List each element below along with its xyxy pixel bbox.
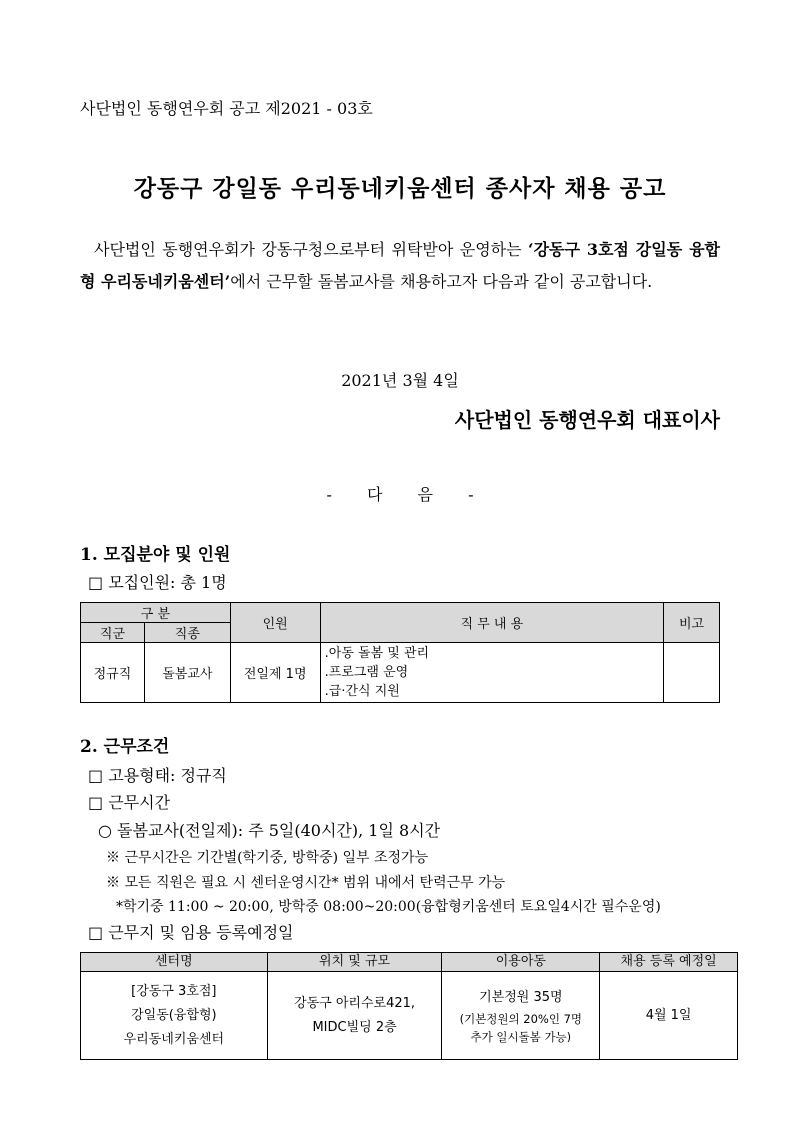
header-inwon: 인원 (230, 603, 320, 643)
note-schedule-adjust: ※ 근무시간은 기간별(학기중, 방학중) 일부 조정가능 (106, 850, 429, 866)
section1-heading: 1. 모집분야 및 인원 (80, 545, 231, 565)
header-children: 이용아동 (442, 953, 600, 972)
employment-type: □ 고용형태: 정규직 (88, 766, 227, 785)
cell-inwon: 전일제 1명 (230, 643, 320, 703)
header-gubun: 구 분 (81, 603, 231, 623)
header-jikjong: 직종 (144, 623, 230, 643)
header-duties: 직 무 내 용 (320, 603, 663, 643)
center-line: 우리동네키움센터 (123, 1031, 225, 1047)
workplace-heading: □ 근무지 및 임용 등록예정일 (88, 923, 294, 942)
center-line: 강일동(융합형) (131, 1007, 217, 1023)
intro-center-name: ‘강동구 3호점 강일동 융합형 우리동네키움센터’ (80, 240, 720, 291)
cell-children (442, 972, 600, 1060)
work-hours-heading: □ 근무시간 (88, 793, 171, 812)
intro-text-after: 에서 근무할 돌봄교사를 채용하고자 다음과 같이 공고합니다. (230, 272, 653, 291)
cell-duties (320, 643, 663, 703)
children-line: 기본정원 35명 (479, 989, 563, 1005)
header-reg-date: 채용 등록 예정일 (600, 953, 738, 972)
cell-reg-date: 4월 1일 (600, 972, 738, 1060)
children-line: 추가 일시돌봄 가능) (470, 1029, 572, 1044)
header-center: 센터명 (81, 953, 268, 972)
intro-text-before: 사단법인 동행연우회가 강동구청으로부터 위탁받아 운영하는 (94, 240, 528, 259)
duty-item: .아동 돌봄 및 관리 (324, 646, 430, 661)
note-operating-hours: *학기중 11:00 ~ 20:00, 방학중 08:00~20:00(융합형키움센터 토요일4시간 필수운영) (116, 899, 661, 915)
notice-date: 2021년 3월 4일 (341, 371, 459, 390)
cell-jikgun: 정규직 (81, 643, 145, 703)
location-line: MIDC빌딩 2층 (312, 1019, 397, 1035)
page-title: 강동구 강일동 우리동네키움센터 종사자 채용 공고 (133, 175, 667, 202)
header-bigo: 비고 (664, 603, 720, 643)
table-row (81, 972, 738, 1060)
center-line: [강동구 3호점] (131, 983, 217, 999)
cell-jikjong: 돌봄교사 (144, 643, 230, 703)
header-jikgun: 직군 (81, 623, 145, 643)
section2-heading: 2. 근무조건 (80, 737, 170, 757)
cell-center (81, 972, 268, 1060)
children-line: (기본정원의 20%인 7명 (459, 1011, 583, 1026)
note-flexible-work: ※ 모든 직원은 필요 시 센터운영시간* 범위 내에서 탄력근무 가능 (106, 875, 506, 891)
organization-signature: 사단법인 동행연우회 대표이사 (454, 408, 720, 432)
table-row (81, 643, 720, 703)
recruitment-table (80, 602, 720, 703)
header-location: 위치 및 규모 (267, 953, 442, 972)
intro-paragraph (80, 234, 720, 298)
location-line: 강동구 아리수로421, (294, 995, 416, 1011)
cell-location (267, 972, 442, 1060)
notice-number: 사단법인 동행연우회 공고 제2021 - 03호 (80, 99, 373, 118)
cell-bigo (664, 643, 720, 703)
duty-item: .프로그램 운영 (324, 665, 409, 680)
work-hours-detail: ○ 돌봄교사(전일제): 주 5일(40시간), 1일 8시간 (98, 821, 441, 840)
following-marker: - 다 음 - (326, 485, 474, 504)
duty-item: .급·간식 지원 (324, 684, 400, 699)
workplace-table (80, 952, 738, 1060)
recruit-count: □ 모집인원: 총 1명 (88, 573, 227, 592)
